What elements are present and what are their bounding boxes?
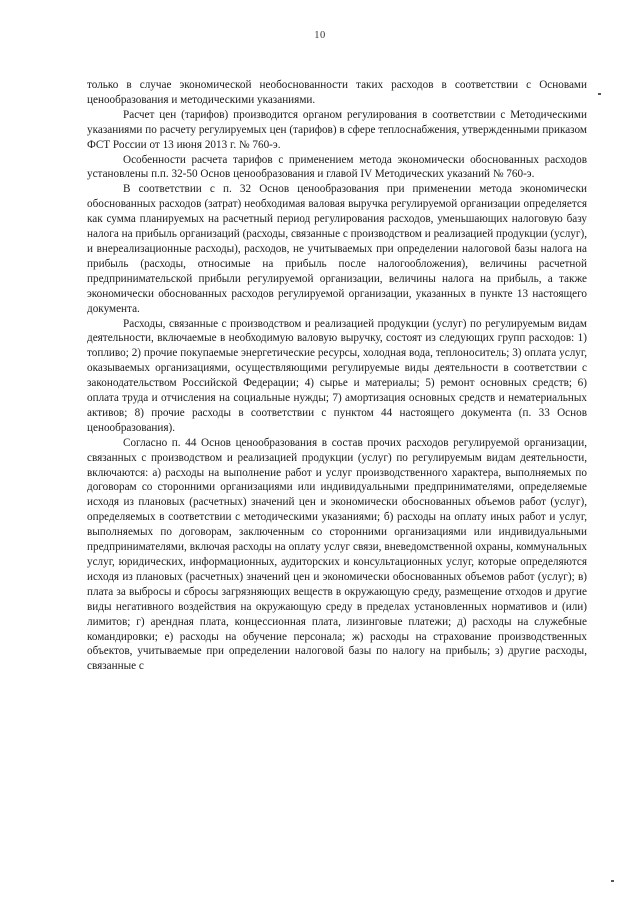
page-number: 10	[314, 30, 326, 41]
paragraph-other-expenses: Согласно п. 44 Основ ценообразования в состав прочих расходов регулируемой организации, связанных с производством и реализацией продукции (услуг) по регулируемым видам деятельности, включаются: а) расходы на выполнение работ и услуг производственного характера, выполняемых по договорам со сторонними организациями или индивидуальными предпринимателями, определяемые исходя из плановых (расчетных) значений цен и экономически обоснованных объемов работ (услуг), определяемых в соответствии с методическими указаниями; б) расходы на оплату иных работ и услуг, выполняемых по договорам, заключенным со сторонними организациями или индивидуальными предпринимателями, включая расходы на оплату услуг связи, вневедомственной охраны, коммунальных услуг, юридических, информационных, аудиторских и консультационных услуг, которые определяются исходя из плановых (расчетных) значений цен и экономически обоснованных объемов работ (услуг); в) плата за выбросы и сбросы загрязняющих веществ в окружающую среду, размещение отходов и другие виды негативного воздействия на окружающую среду в пределах установленных нормативов и (или) лимитов; г) арендная плата, концессионная плата, лизинговые платежи; д) расходы на служебные командировки; е) расходы на обучение персонала; ж) расходы на страхование производственных объектов, учитываемые при определении налоговой базы по налогу на прибыль; з) другие расходы, связанные с	[87, 436, 587, 673]
paragraph-gross-revenue: В соответствии с п. 32 Основ ценообразования при применении метода экономически обоснованных расходов (затрат) необходимая валовая выручка регулируемой организации определяется как сумма планируемых на расчетный период регулирования расходов, уменьшающих налоговую базу налога на прибыль организаций (расходы, связанные с производством и реализацией продукции (услуг), и внереализационные расходы), расходов, не учитываемых при определении налоговой базы налога на прибыль (расходы, относимые на прибыль после налогообложения), величины расчетной предпринимательской прибыли регулируемой организации, величины налога на прибыль, а также экономически обоснованных расходов регулируемой организации, указанных в пункте 13 настоящего документа.	[87, 183, 587, 315]
paragraph-expense-groups: Расходы, связанные с производством и реализацией продукции (услуг) по регулируемым видам деятельности, включаемые в необходимую валовую выручку, состоят из следующих групп расходов: 1) топливо; 2) прочие покупаемые энергетические ресурсы, холодная вода, теплоноситель; 3) оплата услуг, оказываемых организациями, осуществляющими регулируемые виды деятельности в соответствии с законодательством Российской Федерации; 4) сырье и материалы; 5) ремонт основных средств; 6) оплата труда и отчисления на социальные нужды; 7) амортизация основных средств и нематериальных активов; 8) прочие расходы в соответствии с пунктом 44 настоящего документа (п. 33 Основ ценообразования).	[87, 317, 587, 434]
document-body	[87, 78, 587, 674]
paragraph-method-features: Особенности расчета тарифов с применением метода экономически обоснованных расходов установлены п.п. 32-50 Основ ценообразования и главой IV Методических указаний № 760-э.	[87, 153, 587, 181]
scan-mark	[611, 880, 614, 882]
paragraph-continuation: только в случае экономической необоснованности таких расходов в соответствии с Основами ценообразования и методическими указаниями.	[87, 79, 587, 106]
scan-mark	[598, 93, 601, 95]
paragraph-tariff-calculation: Расчет цен (тарифов) производится органом регулирования в соответствии с Методическими указаниями по расчету регулируемых цен (тарифов) в сфере теплоснабжения, утвержденными приказом ФСТ России от 13 июня 2013 г. № 760-э.	[87, 108, 587, 151]
